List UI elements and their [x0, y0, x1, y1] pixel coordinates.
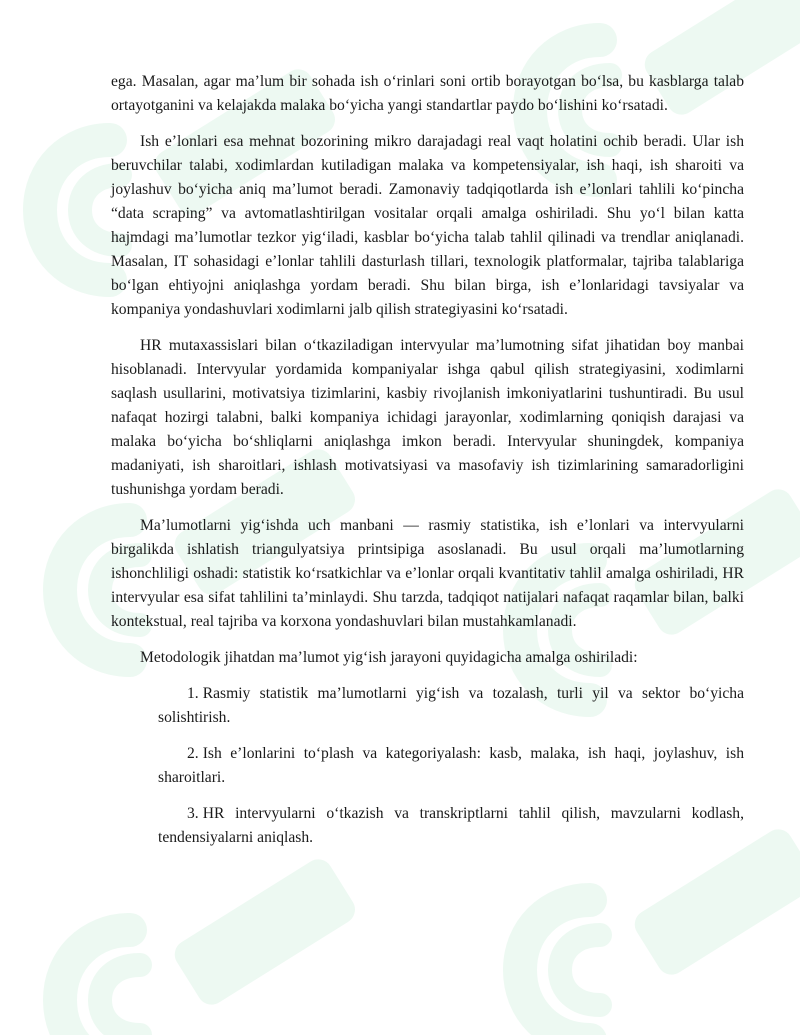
list-number: 3. [187, 805, 199, 822]
paragraph: Ish e’lonlari esa mehnat bozorining mikro darajadagi real vaqt holatini ochib beradi. Ular ish beruvchilar talabi, xodimlardan kutiladigan malaka va kompetensiyalar, ish haqi, ish sharoiti va joylashuv bo‘yicha aniq ma’lumot beradi. Zamonaviy tadqiqotlarda ish e’lonlari tahlili ko‘pincha “data scraping” va avtomatlashtirilgan vositalar orqali amalga oshiriladi. Shu yo‘l bilan katta hajmdagi ma’lumotlar tezkor yig‘iladi, kasblar bo‘yicha talab tahlil qilinadi va trendlar aniqlanadi. Masalan, IT sohasidagi e’lonlar tahlili dasturlash tillari, texnologik platformalar, tajriba talablariga bo‘lgan ehtiyojni aniqlashga yordam beradi. Shu bilan birga, ish e’lonlaridagi tavsiyalar va kompaniya yondashuvlari xodimlarni jalb qilish strategiyasini ko‘rsatadi. [111, 133, 744, 318]
paragraph: ega. Masalan, agar ma’lum bir sohada ish o‘rinlari soni ortib borayotgan bo‘lsa, bu kasblarga talab ortayotganini va kelajakda malaka bo‘yicha yangi standartlar paydo bo‘lishini ko‘rsatadi. [111, 73, 744, 114]
document-page [111, 70, 744, 862]
list-text: Ish e’lonlarini to‘plash va kategoriyalash: kasb, malaka, ish haqi, joylashuv, ish sharoitlari. [158, 745, 744, 786]
numbered-list [111, 682, 744, 850]
list-item [158, 802, 744, 850]
list-text: HR intervyularni o‘tkazish va transkriptlarni tahlil qilish, mavzularni kodlash, tendensiyalarni aniqlash. [158, 805, 744, 846]
list-text: Rasmiy statistik ma’lumotlarni yig‘ish va tozalash, turli yil va sektor bo‘yicha solishtirish. [158, 685, 744, 726]
paragraph: Ma’lumotlarni yig‘ishda uch manbani — rasmiy statistika, ish e’lonlari va intervyularni birgalikda ishlatish triangulyatsiya printsipiga asoslanadi. Bu usul orqali ma’lumotlarning ishonchliligi oshadi: statistik ko‘rsatkichlar va e’lonlar orqali kvantitativ tahlil amalga oshiriladi, HR intervyular esa sifat tahlilini ta’minlaydi. Shu tarzda, tadqiqot natijalari nafaqat raqamlar bilan, balki kontekstual, real tajriba va korxona yondashuvlari bilan mustahkamlanadi. [111, 517, 744, 630]
paragraph: HR mutaxassislari bilan o‘tkaziladigan intervyular ma’lumotning sifat jihatidan boy manbai hisoblanadi. Intervyular yordamida kompaniyalar ishga qabul qilish strategiyasini, xodimlarni saqlash usullarini, motivatsiya tizimlarini, kasbiy rivojlanish imkoniyatlarini tushuntiradi. Bu usul nafaqat hozirgi talabni, balki kompaniya ichidagi jarayonlar, xodimlarning qoniqish darajasi va malaka bo‘yicha bo‘shliqlarni aniqlashga imkon beradi. Intervyular shuningdek, kompaniya madaniyati, ish sharoitlari, ishlash motivatsiyasi va masofaviy ish tizimlarining samaradorligini tushunishga yordam beradi. [111, 337, 744, 498]
list-number: 2. [187, 745, 199, 762]
list-number: 1. [187, 685, 199, 702]
list-intro: Metodologik jihatdan ma’lumot yig‘ish jarayoni quyidagicha amalga oshiriladi: [140, 649, 638, 666]
watermark-logo [60, 855, 360, 1035]
list-item [158, 682, 744, 730]
list-item [158, 742, 744, 790]
